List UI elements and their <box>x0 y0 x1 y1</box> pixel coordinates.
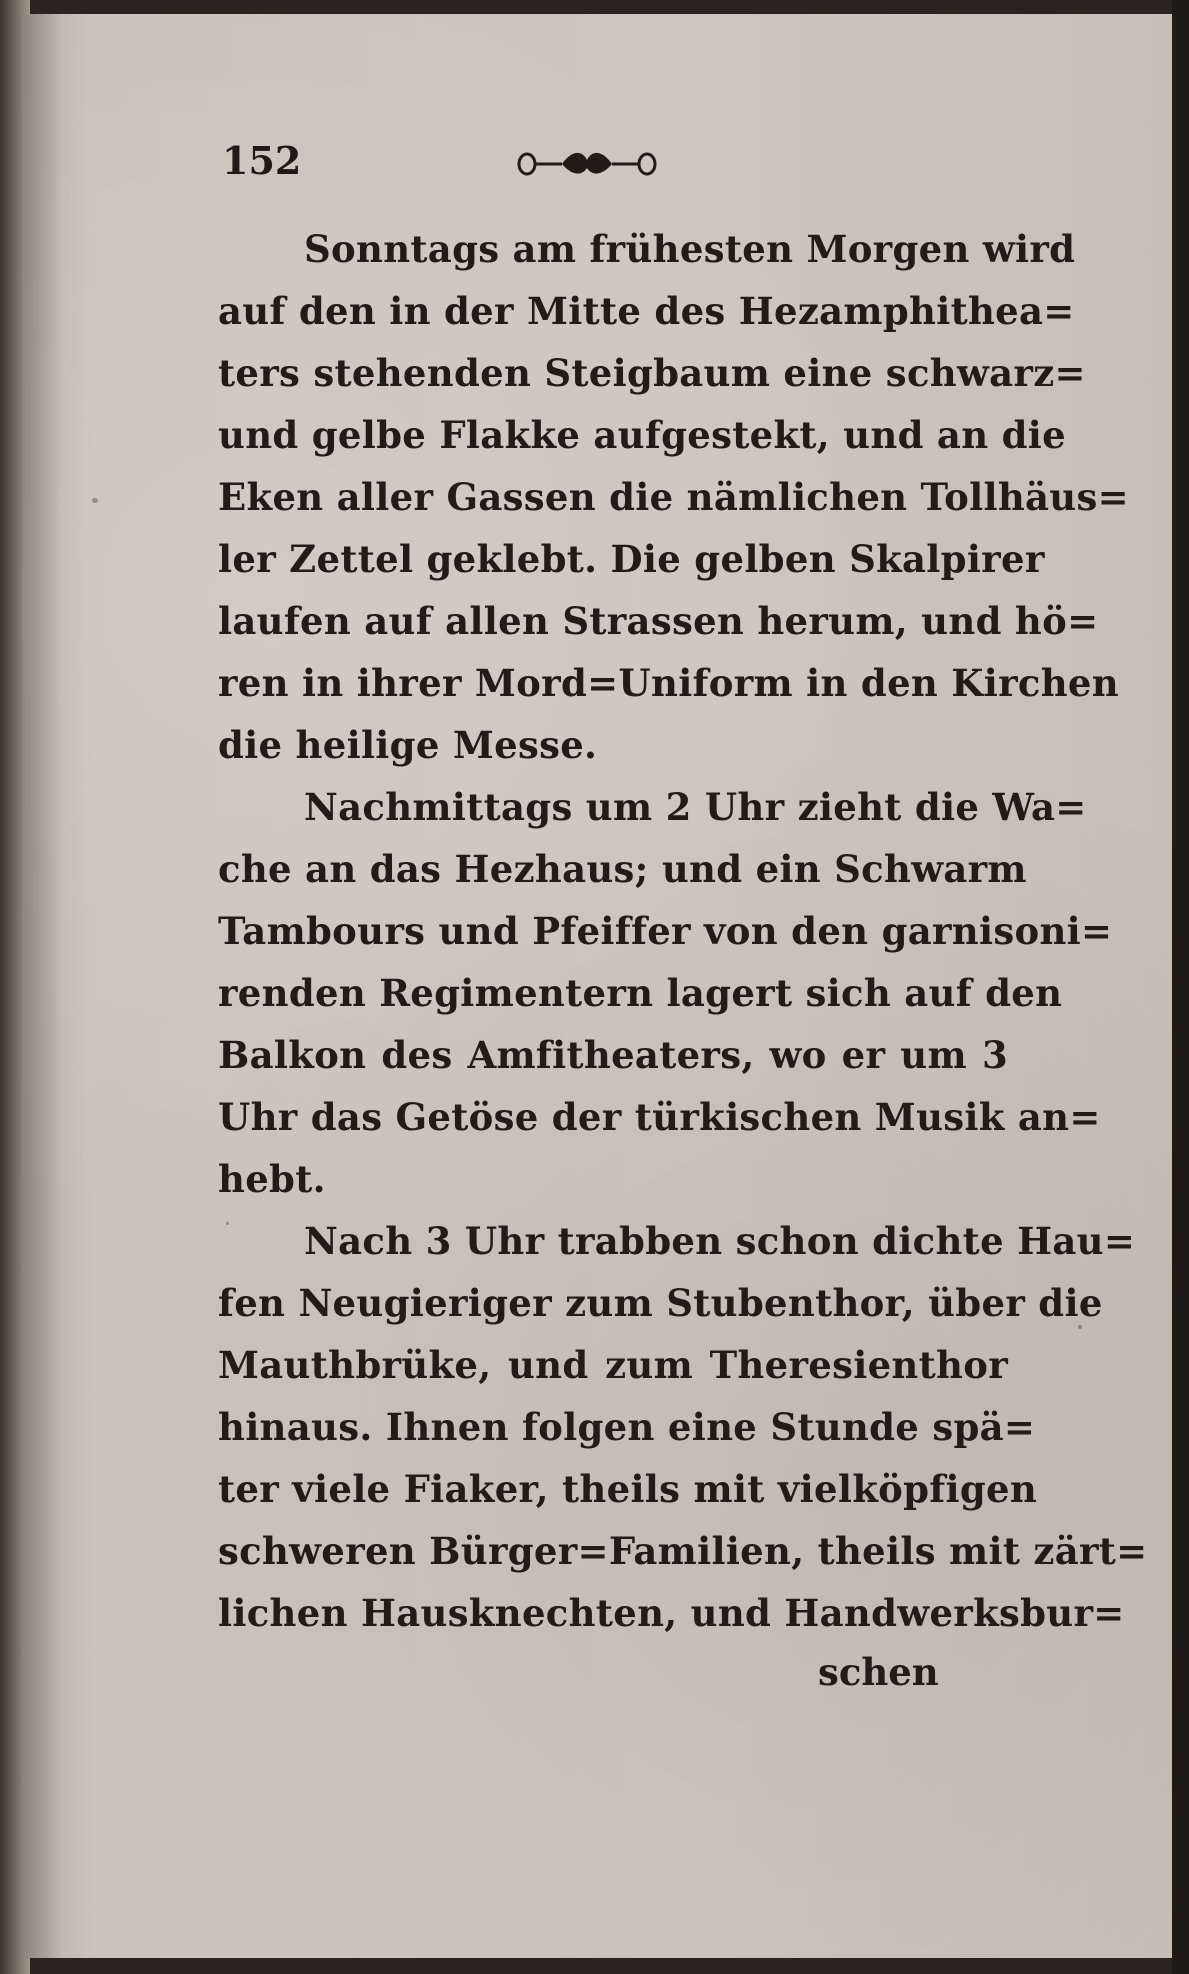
text-line: Mauthbrüke, und zum Theresienthor <box>218 1343 1008 1387</box>
body-text <box>218 218 1148 1644</box>
ornament-icon <box>517 146 657 180</box>
text-line: Balkon des Amfitheaters, wo er um 3 <box>218 1033 1008 1077</box>
paragraph-1 <box>218 218 1129 776</box>
text-line: che an das Hezhaus; und ein Schwarm <box>218 847 1027 891</box>
text-line: fen Neugieriger zum Stubenthor, über die <box>218 1281 1103 1325</box>
text-line: ters stehenden Steigbaum eine schwarz= <box>218 351 1086 395</box>
text-line: ter viele Fiaker, theils mit vielköpfigen <box>218 1467 1038 1511</box>
text-line: Uhr das Getöse der türkischen Musik an= <box>218 1095 1101 1139</box>
catchword: schen <box>818 1650 939 1694</box>
paragraph-3 <box>218 1210 1148 1644</box>
paper-speck <box>1078 1325 1082 1329</box>
text-line: laufen auf allen Strassen herum, und hö= <box>218 599 1099 643</box>
text-line: renden Regimentern lagert sich auf den <box>218 971 1063 1015</box>
text-line: schweren Bürger=Familien, theils mit zärt= <box>218 1529 1148 1573</box>
text-line: die heilige Messe. <box>218 723 598 767</box>
text-line: Nachmittags um 2 Uhr zieht die Wa= <box>304 785 1087 829</box>
text-line: ler Zettel geklebt. Die gelben Skalpirer <box>218 537 1045 581</box>
header-ornament <box>517 146 657 185</box>
text-line: hinaus. Ihnen folgen eine Stunde spä= <box>218 1405 1036 1449</box>
paragraph-2 <box>218 776 1113 1210</box>
text-line: und gelbe Flakke aufgestekt, und an die <box>218 413 1066 457</box>
text-line: Sonntags am frühesten Morgen wird <box>304 227 1076 271</box>
page-header <box>222 138 1022 188</box>
page-number: 152 <box>222 138 302 183</box>
text-line: lichen Hausknechten, und Handwerksbur= <box>218 1591 1125 1635</box>
gutter-shadow <box>22 14 62 1958</box>
text-line: Eken aller Gassen die nämlichen Tollhäus= <box>218 475 1129 519</box>
paper-speck <box>92 498 98 503</box>
text-line: ren in ihrer Mord=Uniform in den Kirchen <box>218 661 1119 705</box>
text-line: Tambours und Pfeiffer von den garnisoni= <box>218 909 1113 953</box>
scan-border <box>1172 0 1189 1974</box>
text-line: hebt. <box>218 1157 326 1201</box>
text-line: Nach 3 Uhr trabben schon dichte Hau= <box>304 1219 1136 1263</box>
text-line: auf den in der Mitte des Hezamphithea= <box>218 289 1075 333</box>
